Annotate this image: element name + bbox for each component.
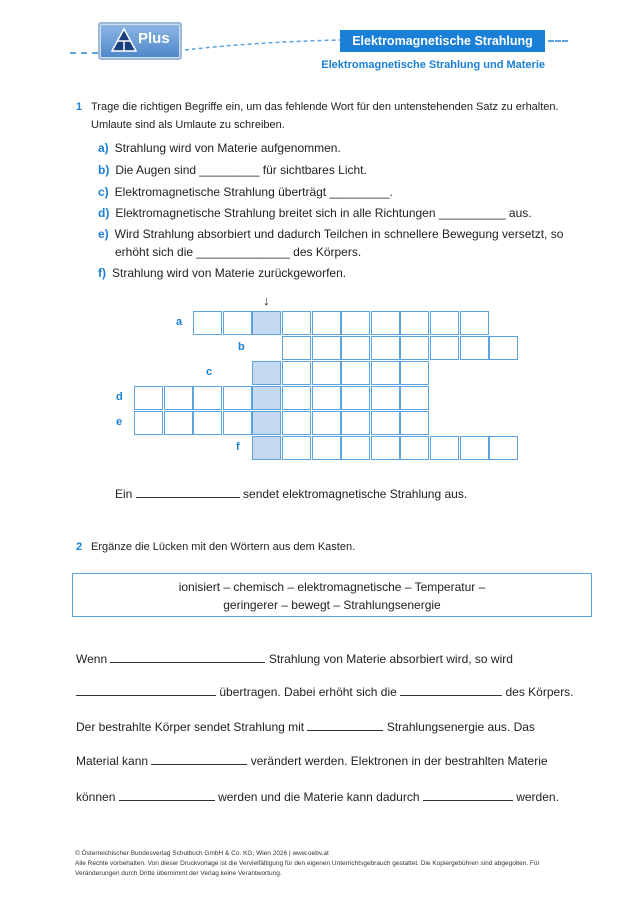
crossword-cell[interactable]	[460, 311, 489, 335]
crossword-cell[interactable]	[371, 336, 400, 360]
crossword-cell[interactable]	[282, 386, 311, 410]
crossword-cell[interactable]	[371, 311, 400, 335]
crossword-cell[interactable]	[400, 361, 429, 385]
word-box-line2: geringerer – bewegt – Strahlungsenergie	[223, 598, 441, 612]
crossword-cell[interactable]	[223, 411, 252, 435]
gap-blank-5[interactable]	[151, 753, 247, 765]
crossword-solution-cell[interactable]	[252, 361, 281, 385]
solution-sentence: Ein sendet elektromagnetische Strahlung aus.	[115, 487, 468, 501]
clue-e-continuation: erhöht sich die ______________ des Körpers.	[115, 245, 362, 259]
header-dashed-curve	[185, 36, 345, 56]
clue-d: d) Elektromagnetische Strahlung breitet sich in alle Richtungen __________ aus.	[98, 206, 532, 220]
crossword-cell[interactable]	[400, 336, 429, 360]
header-dash-left	[70, 52, 98, 54]
crossword-cell[interactable]	[430, 311, 459, 335]
footer-rights: Alle Rechte vorbehalten. Von dieser Druckvorlage ist die Vervielfältigung für den eigenen Unterrichtsgebrauch gestattet. Die Kopiergebühren sind abgegolten. Für	[75, 860, 540, 867]
plus-logo	[98, 22, 182, 60]
crossword-cell[interactable]	[341, 361, 370, 385]
crossword-cell[interactable]	[400, 411, 429, 435]
crossword-cell[interactable]	[193, 311, 222, 335]
crossword-row-label-f: f	[236, 441, 240, 453]
crossword-cell[interactable]	[400, 311, 429, 335]
crossword-cell[interactable]	[460, 336, 489, 360]
logo-text: Plus	[138, 30, 170, 47]
crossword-cell[interactable]	[371, 361, 400, 385]
gap-blank-2[interactable]	[76, 684, 216, 696]
gap-blank-1[interactable]	[110, 651, 265, 663]
crossword-row-label-e: e	[116, 416, 123, 428]
crossword-row-label-a: a	[176, 316, 183, 328]
crossword-cell[interactable]	[341, 386, 370, 410]
clue-c: c) Elektromagnetische Strahlung überträgt _________.	[98, 185, 393, 199]
crossword-row-label-b: b	[238, 341, 245, 353]
crossword-cell[interactable]	[430, 436, 459, 460]
gap-blank-4[interactable]	[307, 719, 383, 731]
crossword-cell[interactable]	[430, 336, 459, 360]
crossword-cell[interactable]	[312, 361, 341, 385]
down-arrow-icon: ↓	[263, 293, 270, 308]
gap-text-line4: Material kann verändert werden. Elektronen in der bestrahlten Materie	[76, 754, 548, 768]
crossword-cell[interactable]	[193, 386, 222, 410]
crossword-cell[interactable]	[223, 386, 252, 410]
gap-text-line2: übertragen. Dabei erhöht sich die des Körpers.	[76, 684, 574, 699]
crossword-solution-cell[interactable]	[252, 436, 281, 460]
task1-instruction-line1: Trage die richtigen Begriffe ein, um das fehlende Wort für den untenstehenden Satz zu erhalten.	[91, 101, 559, 113]
crossword-cell[interactable]	[312, 436, 341, 460]
header-dash-right	[548, 40, 568, 42]
gap-blank-6[interactable]	[119, 789, 215, 801]
gap-text-line1: Wenn Strahlung von Materie absorbiert wird, so wird	[76, 652, 513, 666]
crossword-cell[interactable]	[460, 436, 489, 460]
crossword-cell[interactable]	[282, 336, 311, 360]
crossword-row-label-c: c	[206, 366, 213, 378]
crossword-solution-cell[interactable]	[252, 411, 281, 435]
crossword-cell[interactable]	[371, 386, 400, 410]
crossword-cell[interactable]	[341, 411, 370, 435]
crossword-cell[interactable]	[341, 311, 370, 335]
task1-number: 1	[76, 101, 83, 113]
clue-e: e) Wird Strahlung absorbiert und dadurch Teilchen in schnellere Bewegung versetzt, so	[98, 227, 564, 241]
crossword-cell[interactable]	[134, 411, 163, 435]
clue-f: f) Strahlung wird von Materie zurückgeworfen.	[98, 266, 347, 280]
word-box-line1: ionisiert – chemisch – elektromagnetische – Temperatur –	[178, 580, 486, 594]
crossword-cell[interactable]	[312, 386, 341, 410]
gap-blank-3[interactable]	[400, 684, 502, 696]
crossword-cell[interactable]	[341, 436, 370, 460]
crossword-cell[interactable]	[282, 311, 311, 335]
crossword-cell[interactable]	[282, 411, 311, 435]
crossword-cell[interactable]	[489, 436, 518, 460]
crossword-cell[interactable]	[489, 336, 518, 360]
crossword-cell[interactable]	[282, 361, 311, 385]
clue-a: a) Strahlung wird von Materie aufgenommen.	[98, 141, 341, 155]
crossword-cell[interactable]	[371, 411, 400, 435]
solution-blank[interactable]	[136, 486, 240, 498]
gap-text-line3: Der bestrahlte Körper sendet Strahlung mit Strahlungsenergie aus. Das	[76, 720, 535, 734]
crossword-cell[interactable]	[223, 311, 252, 335]
crossword-row-label-d: d	[116, 391, 123, 403]
crossword-cell[interactable]	[193, 411, 222, 435]
task1-instruction-line2: Umlaute sind als Umlaute zu schreiben.	[91, 119, 285, 131]
crossword-cell[interactable]	[164, 411, 193, 435]
page-subtitle: Elektromagnetische Strahlung und Materie	[321, 59, 545, 71]
crossword-solution-cell[interactable]	[252, 386, 281, 410]
crossword-cell[interactable]	[341, 336, 370, 360]
footer-disclaimer: Veränderungen durch Dritte übernimmt der Verlag keine Verantwortung.	[75, 870, 282, 877]
crossword-cell[interactable]	[312, 336, 341, 360]
crossword-solution-cell[interactable]	[252, 311, 281, 335]
triangle-logo-icon	[110, 27, 138, 53]
word-box	[72, 573, 592, 617]
page-title: Elektromagnetische Strahlung	[340, 30, 545, 52]
footer-copyright: © Österreichischer Bundesverlag Schulbuch GmbH & Co. KG, Wien 2026 | www.oebv.at	[75, 850, 329, 857]
crossword-cell[interactable]	[282, 436, 311, 460]
task2-number: 2	[76, 541, 83, 553]
crossword-cell[interactable]	[312, 311, 341, 335]
crossword-cell[interactable]	[371, 436, 400, 460]
crossword-cell[interactable]	[312, 411, 341, 435]
task2-instruction: Ergänze die Lücken mit den Wörtern aus dem Kasten.	[91, 541, 356, 553]
crossword-cell[interactable]	[400, 436, 429, 460]
crossword-cell[interactable]	[400, 386, 429, 410]
crossword-cell[interactable]	[134, 386, 163, 410]
crossword-cell[interactable]	[164, 386, 193, 410]
gap-text-line5: können werden und die Materie kann dadurch werden.	[76, 790, 559, 804]
gap-blank-7[interactable]	[423, 789, 513, 801]
clue-b: b) Die Augen sind _________ für sichtbares Licht.	[98, 163, 367, 177]
